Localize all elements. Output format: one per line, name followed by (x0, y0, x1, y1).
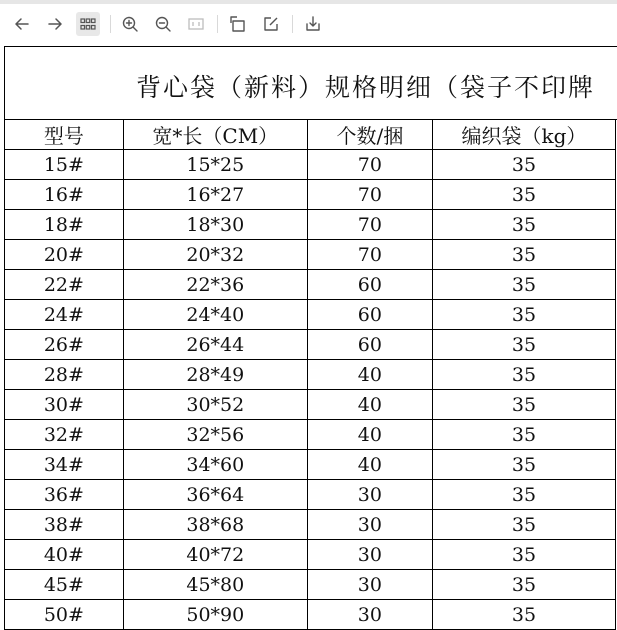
zoom-in-icon (121, 15, 139, 33)
cell-weight: 35 (432, 240, 615, 270)
spec-table (4, 119, 616, 630)
table-row (5, 360, 616, 390)
table-row (5, 600, 616, 630)
cell-weight: 35 (432, 420, 615, 450)
table-header-row (5, 120, 616, 150)
cell-model: 40# (5, 540, 124, 570)
forward-button[interactable] (43, 12, 67, 36)
cell-size: 40*72 (123, 540, 307, 570)
table-row (5, 450, 616, 480)
zoom-in-button[interactable] (118, 12, 142, 36)
cell-model: 34# (5, 450, 124, 480)
cell-model: 22# (5, 270, 124, 300)
download-button[interactable] (301, 12, 325, 36)
cell-size: 22*36 (123, 270, 307, 300)
cell-count: 70 (307, 150, 432, 180)
image-viewer-toolbar (0, 0, 617, 46)
cell-model: 32# (5, 420, 124, 450)
cell-size: 30*52 (123, 390, 307, 420)
cell-model: 36# (5, 480, 124, 510)
table-row (5, 150, 616, 180)
cell-count: 70 (307, 240, 432, 270)
cell-size: 26*44 (123, 330, 307, 360)
toolbar-separator (292, 15, 293, 33)
cell-model: 15# (5, 150, 124, 180)
edit-button[interactable] (259, 12, 283, 36)
cell-weight: 35 (432, 150, 615, 180)
download-icon (304, 15, 322, 33)
cell-count: 70 (307, 180, 432, 210)
header-model: 型号 (5, 120, 124, 150)
rotate-button[interactable] (226, 12, 250, 36)
cell-model: 18# (5, 210, 124, 240)
back-arrow-icon (13, 15, 31, 33)
table-row (5, 510, 616, 540)
table-row (5, 540, 616, 570)
cell-weight: 35 (432, 300, 615, 330)
cell-size: 18*30 (123, 210, 307, 240)
cell-weight: 35 (432, 540, 615, 570)
cell-size: 38*68 (123, 510, 307, 540)
cell-weight: 35 (432, 480, 615, 510)
toolbar-top-border (0, 0, 617, 4)
table-row (5, 390, 616, 420)
cell-weight: 35 (432, 180, 615, 210)
cell-model: 45# (5, 570, 124, 600)
cell-size: 15*25 (123, 150, 307, 180)
table-row (5, 180, 616, 210)
cell-count: 40 (307, 360, 432, 390)
table-row (5, 420, 616, 450)
cell-model: 28# (5, 360, 124, 390)
cell-count: 30 (307, 570, 432, 600)
cell-size: 28*49 (123, 360, 307, 390)
table-row (5, 570, 616, 600)
cell-model: 30# (5, 390, 124, 420)
table-row (5, 300, 616, 330)
cell-weight: 35 (432, 270, 615, 300)
cell-model: 24# (5, 300, 124, 330)
forward-arrow-icon (46, 15, 64, 33)
title-row (5, 47, 617, 120)
cell-count: 60 (307, 270, 432, 300)
zoom-out-button[interactable] (151, 12, 175, 36)
cell-weight: 35 (432, 390, 615, 420)
cell-weight: 35 (432, 330, 615, 360)
cell-weight: 35 (432, 510, 615, 540)
toolbar-separator (217, 15, 218, 33)
actual-size-button[interactable] (184, 12, 208, 36)
cell-count: 40 (307, 450, 432, 480)
cell-count: 40 (307, 420, 432, 450)
cell-count: 30 (307, 600, 432, 630)
zoom-out-icon (154, 15, 172, 33)
back-button[interactable] (10, 12, 34, 36)
spreadsheet-image (4, 46, 617, 630)
header-size: 宽*长（CM） (123, 120, 307, 150)
cell-size: 36*64 (123, 480, 307, 510)
cell-count: 40 (307, 390, 432, 420)
table-row (5, 240, 616, 270)
cell-count: 60 (307, 330, 432, 360)
actual-size-icon (187, 15, 205, 33)
cell-size: 20*32 (123, 240, 307, 270)
cell-weight: 35 (432, 450, 615, 480)
cell-count: 30 (307, 540, 432, 570)
cell-size: 50*90 (123, 600, 307, 630)
table-row (5, 480, 616, 510)
cell-model: 38# (5, 510, 124, 540)
cell-count: 30 (307, 480, 432, 510)
edit-icon (262, 15, 280, 33)
cell-weight: 35 (432, 360, 615, 390)
cell-size: 16*27 (123, 180, 307, 210)
table-row (5, 330, 616, 360)
rotate-icon (229, 15, 247, 33)
header-woven-bag-weight: 编织袋（kg） (432, 120, 615, 150)
cell-size: 24*40 (123, 300, 307, 330)
grid-view-button[interactable] (76, 12, 100, 36)
grid-view-icon (79, 15, 97, 33)
cell-count: 60 (307, 300, 432, 330)
cell-weight: 35 (432, 210, 615, 240)
cell-weight: 35 (432, 570, 615, 600)
cell-size: 45*80 (123, 570, 307, 600)
cell-count: 70 (307, 210, 432, 240)
header-count-per-bundle: 个数/捆 (307, 120, 432, 150)
cell-size: 32*56 (123, 420, 307, 450)
table-row (5, 270, 616, 300)
cell-model: 16# (5, 180, 124, 210)
cell-size: 34*60 (123, 450, 307, 480)
cell-count: 30 (307, 510, 432, 540)
sheet-title: 背心袋（新料）规格明细（袋子不印牌 (136, 73, 596, 102)
cell-model: 20# (5, 240, 124, 270)
cell-model: 26# (5, 330, 124, 360)
table-row (5, 210, 616, 240)
cell-model: 50# (5, 600, 124, 630)
toolbar-separator (110, 15, 111, 33)
cell-weight: 35 (432, 600, 615, 630)
